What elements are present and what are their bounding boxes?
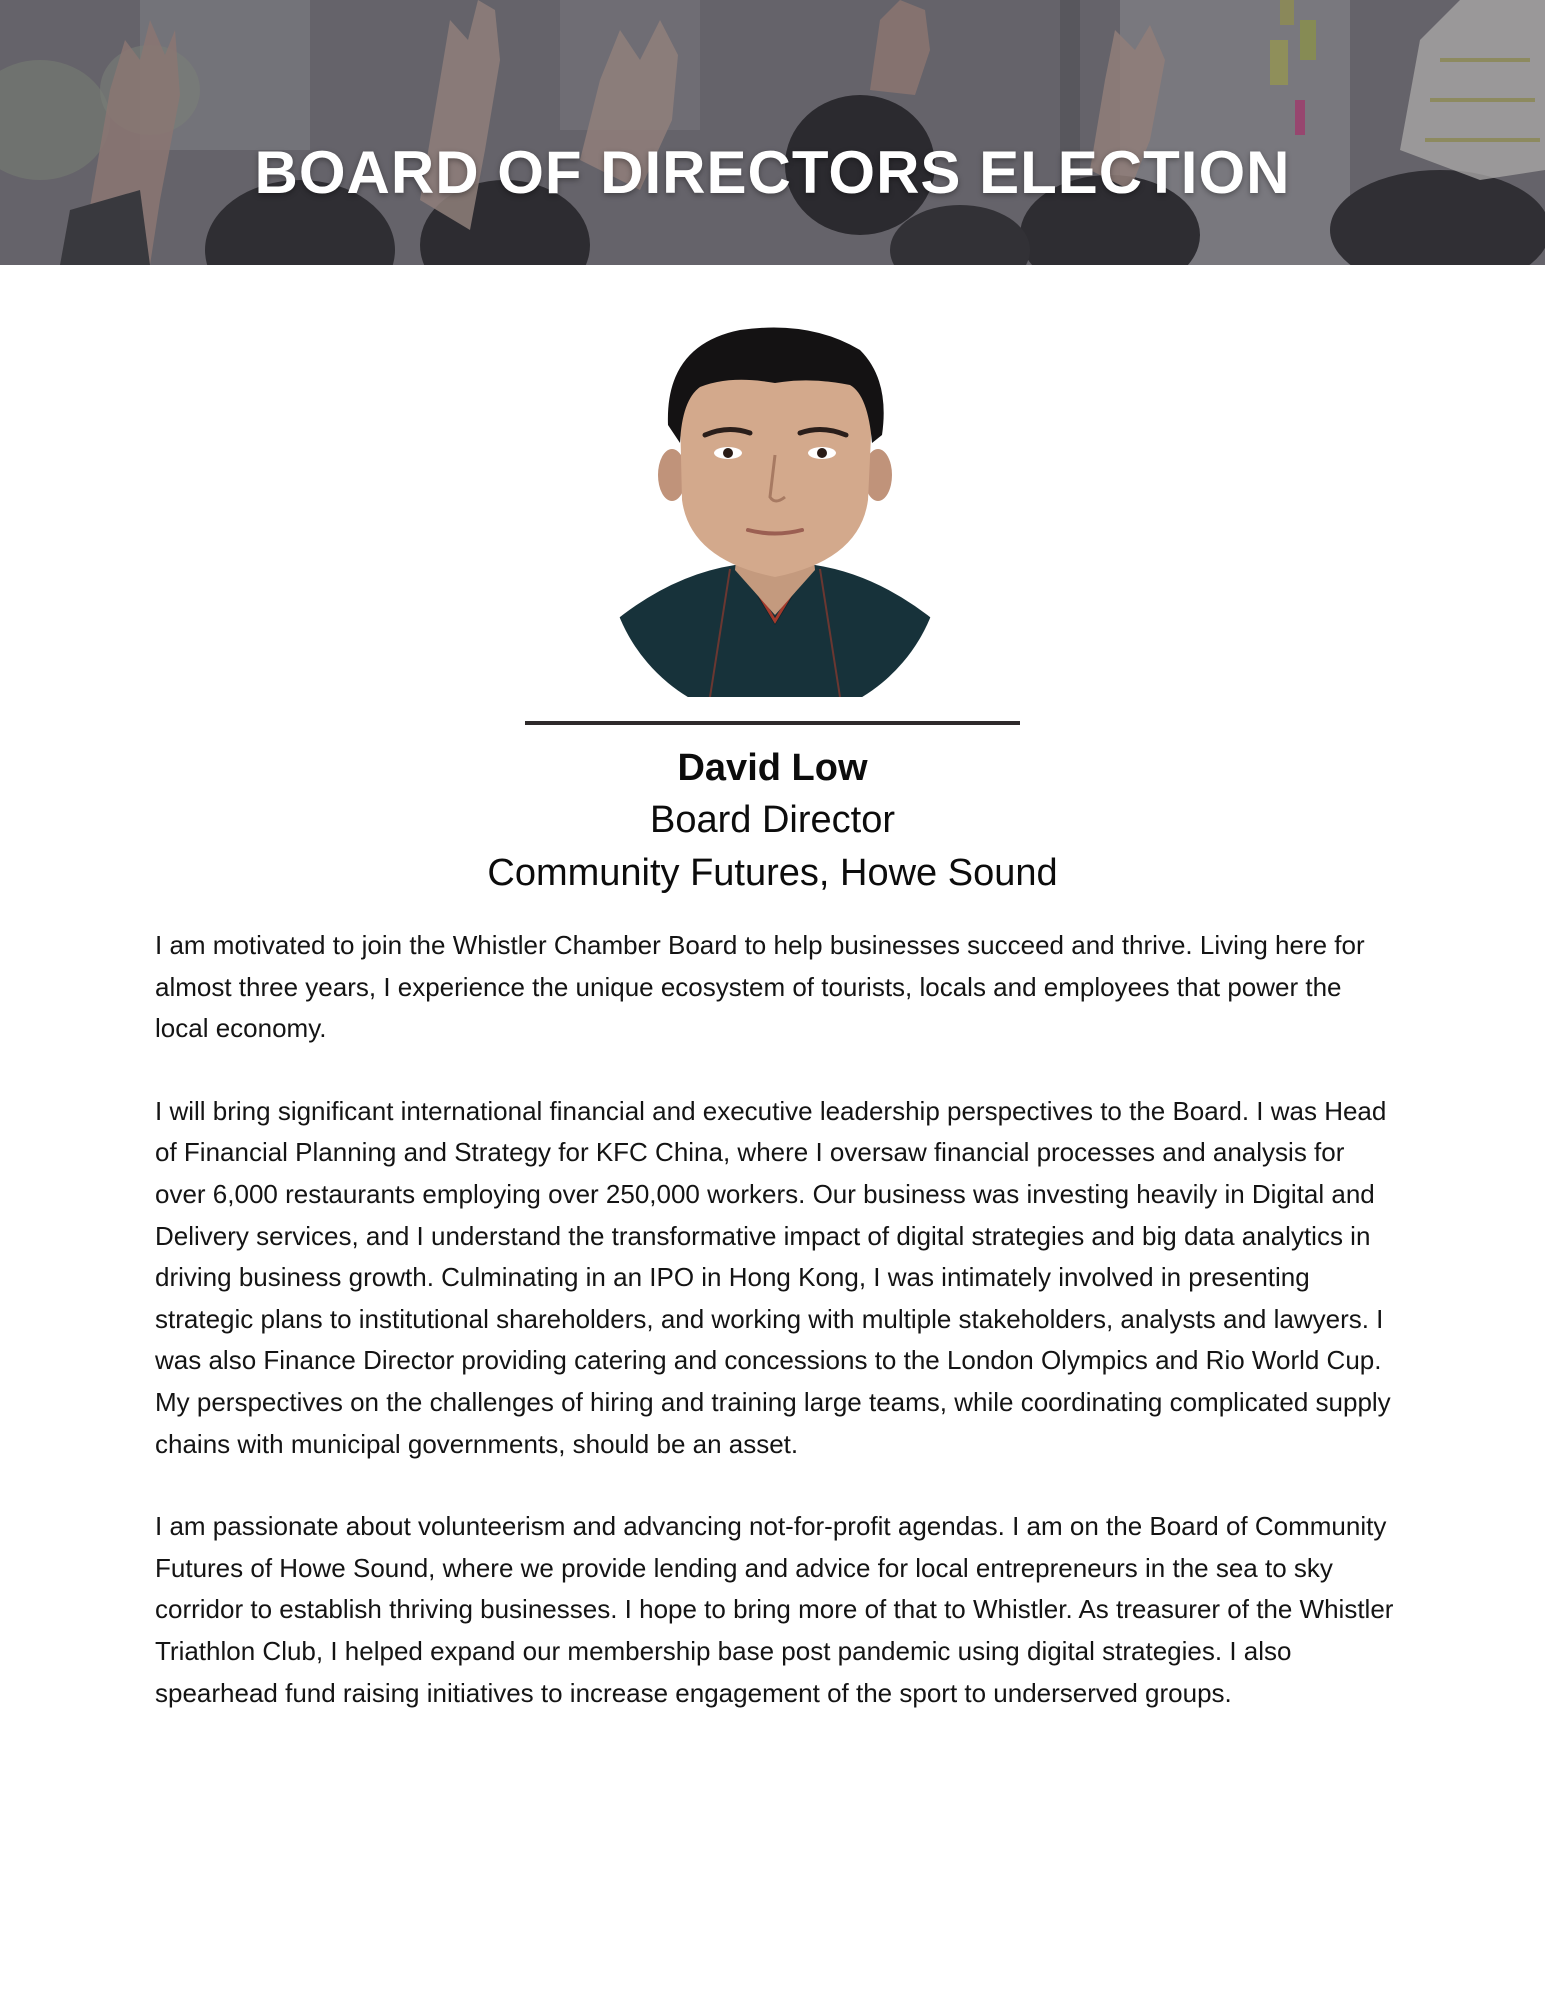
candidate-role: Board Director [650, 799, 895, 841]
raised-hands-photo [0, 0, 1545, 265]
bio-paragraph: I am passionate about volunteerism and advancing not-for-profit agendas. I am on the Board of Community Futures of Howe Sound, where we provide lending and advice for local entrepreneurs in the sea to sky corridor to establish thriving businesses. I hope to bring more of that to Whistler. As treasurer of the Whistler Triathlon Club, I helped expand our membership base post pandemic using digital strategies. I also spearhead fund raising initiatives to increase engagement of the sport to underserved groups. [155, 1511, 1394, 1708]
candidate-bio [155, 925, 1400, 1755]
candidate-name: David Low [677, 747, 868, 789]
name-divider [525, 721, 1020, 725]
header-banner [0, 0, 1545, 265]
candidate-info [0, 742, 1545, 900]
candidate-organization: Community Futures, Howe Sound [487, 852, 1058, 894]
page-title: BOARD OF DIRECTORS ELECTION [254, 139, 1291, 206]
bio-paragraph: I am motivated to join the Whistler Chamber Board to help businesses succeed and thrive. Living here for almost three years, I experience the unique ecosystem of tourists, locals and employees that power the local economy. [155, 930, 1365, 1044]
bio-paragraph: I will bring significant international financial and executive leadership perspectives to the Board. I was Head of Financial Planning and Strategy for KFC China, where I oversaw financial processes and analysis for over 6,000 restaurants employing over 250,000 workers. Our business was investing heavily in Digital and Delivery services, and I understand the transformative impact of digital strategies and big data analytics in driving business growth. Culminating in an IPO in Hong Kong, I was intimately involved in presenting strategic plans to institutional shareholders, and working with multiple stakeholders, analysts and lawyers. I was also Finance Director providing catering and concessions to the London Olympics and Rio World Cup. My perspectives on the challenges of hiring and training large teams, while coordinating complicated supply chains with municipal governments, should be an asset. [155, 1095, 1391, 1459]
headshot-image [610, 325, 940, 697]
candidate-portrait [610, 325, 940, 697]
